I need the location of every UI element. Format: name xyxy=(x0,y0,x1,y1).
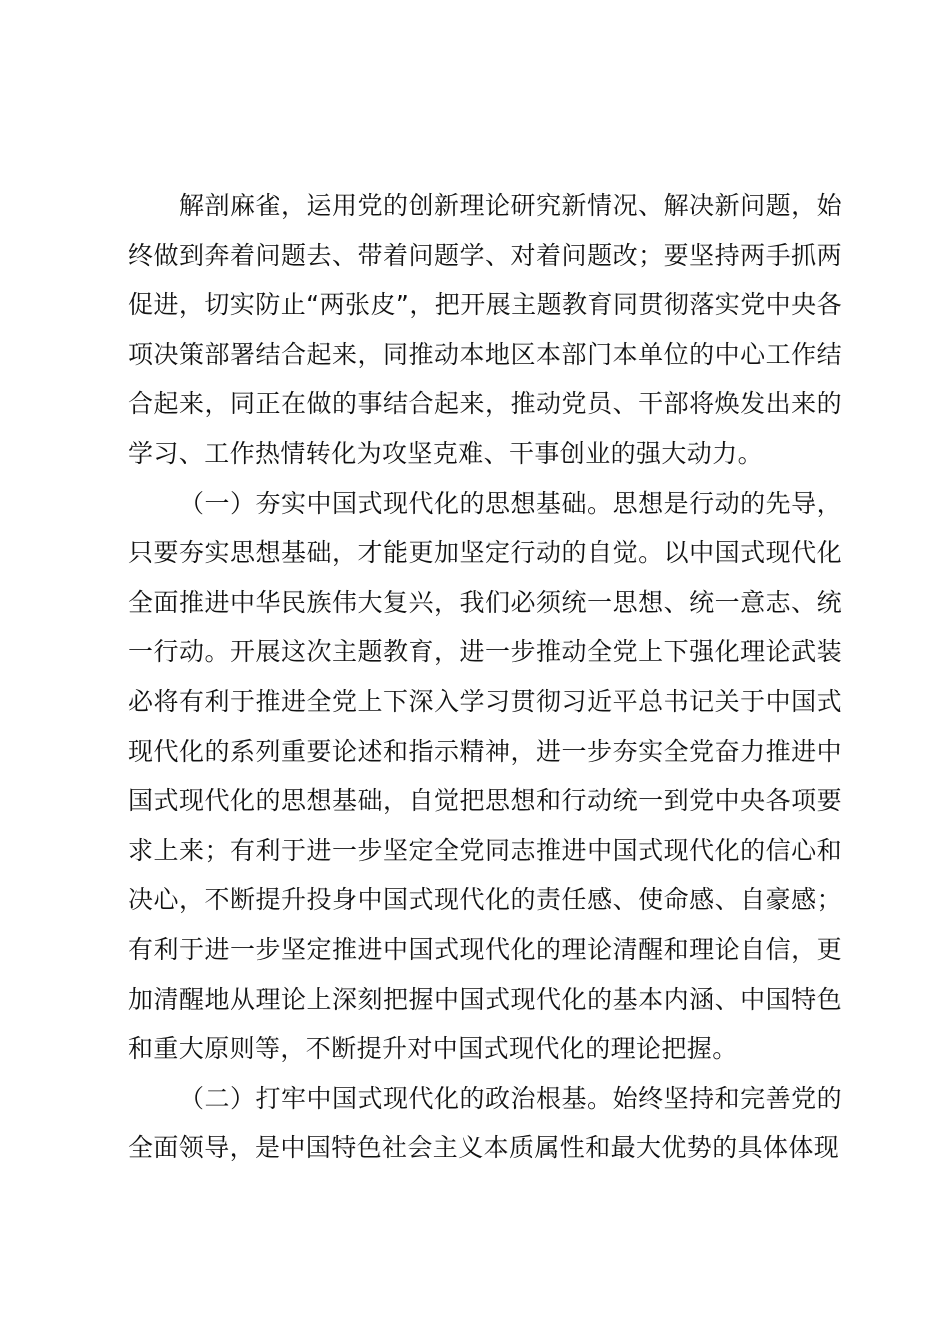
paragraph-continuation: 解剖麻雀，运用党的创新理论研究新情况、解决新问题，始终做到奔着问题去、带着问题学、对着问题改；要坚持两手抓两促进，切实防止“两张皮”，把开展主题教育同贯彻落实党中央各项决策部署结合起来，同推动本地区本部门本单位的中心工作结合起来，同正在做的事结合起来，推动党员、干部将焕发出来的学习、工作热情转化为攻坚克难、干事创业的强大动力。 xyxy=(128,191,842,468)
body-text xyxy=(128,181,842,1173)
paragraph-section-2: （二）打牢中国式现代化的政治根基。始终坚持和完善党的全面领导，是中国特色社会主义本质属性和最大优势的具体体现 xyxy=(128,1083,842,1163)
paragraph-section-1: （一）夯实中国式现代化的思想基础。思想是行动的先导，只要夯实思想基础，才能更加坚定行动的自觉。以中国式现代化全面推进中华民族伟大复兴，我们必须统一思想、统一意志、统一行动。开展这次主题教育，进一步推动全党上下强化理论武装必将有利于推进全党上下深入学习贯彻习近平总书记关于中国式现代化的系列重要论述和指示精神，进一步夯实全党奋力推进中国式现代化的思想基础，自觉把思想和行动统一到党中央各项要求上来；有利于进一步坚定全党同志推进中国式现代化的信心和决心，不断提升投身中国式现代化的责任感、使命感、自豪感；有利于进一步坚定推进中国式现代化的理论清醒和理论自信，更加清醒地从理论上深刻把握中国式现代化的基本内涵、中国特色和重大原则等，不断提升对中国式现代化的理论把握。 xyxy=(128,488,842,1064)
